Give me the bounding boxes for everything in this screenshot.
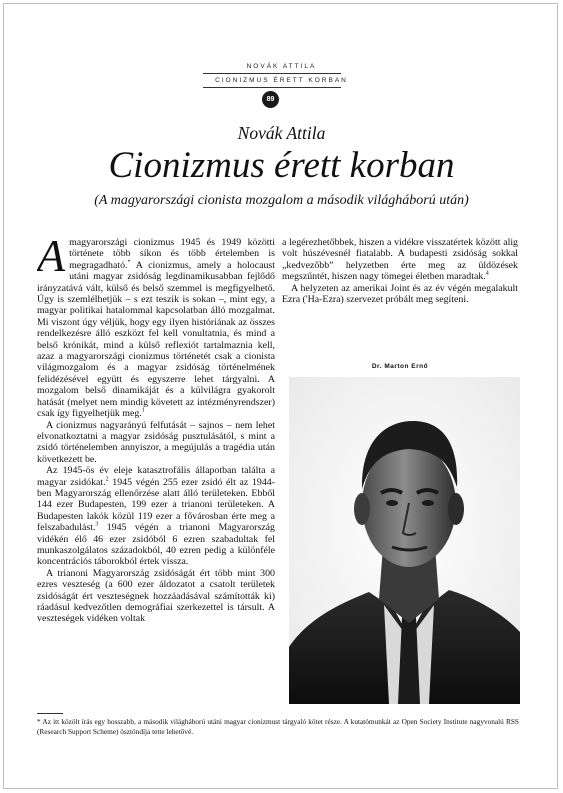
paragraph-text: magyarországi cionizmus 1945 és 1949 közötti története több síkon és több értelemben is megragadható.: [69, 237, 275, 271]
footnote: * Az itt közölt írás egy hosszabb, a második világháború utáni magyar cionizmust tárgyaló kötet része. A kutatómunkát az Open Society Institute nagyvonalú RSS (Research Support Scheme) ösztöndíja tette lehetővé.: [37, 717, 519, 736]
article-subtitle: (A magyarországi cionista mozgalom a második világháború után): [94, 193, 469, 208]
paragraph-text: Az 1945-ös év eleje katasztrofális állapotban találta a magyar zsidókat.: [37, 465, 275, 488]
paragraph-text: A trianoni Magyarország zsidóságát ért több mint 300 ezres veszteség (a 600 ezer áldozatot a csatolt területek zsidóságát ért veszteségnek hozzáadásával számították ki) ráadásul kedvezőtlen demográfiai szerkezettel is társult. A veszteségek vidéken voltak: [37, 567, 275, 625]
paragraph: [282, 283, 518, 306]
paragraph: [282, 237, 518, 283]
paragraph-text: A cionizmus nagyarányú felfutását – sajnos – nem lehet elvonatkoztatni a magyar zsidóság pusztulásától, s mint a zsidó történelemben annyiszor, a megújulás a tragédia után következett be.: [37, 419, 275, 465]
paragraph: [37, 465, 275, 568]
paragraph-text: A helyzeten az amerikai Joint és az év végén megalakult Ezra ('Ha-Ezra) szervezet próbált meg segíteni.: [282, 282, 518, 306]
footnote-marker: 3: [95, 521, 99, 528]
drop-cap: A: [37, 237, 66, 281]
running-head-title: CIONIZMUS ÉRETT KORBAN: [215, 77, 348, 84]
portrait-illustration: [289, 377, 520, 704]
page-number-badge: 89: [262, 91, 279, 108]
paragraph-text: 1945 végén 255 ezer zsidó élt az 1944-ben Magyarország ellenőrzése alatt álló területeken. Ebből 144 ezer Budapesten, 199 ezer a trianoni területeken. A Budapesten lakók közül 119 ezer a fővárosban érte meg a felszabadulást.: [37, 476, 275, 534]
running-head-rule-bottom: [203, 87, 341, 88]
footnote-marker: 2: [105, 476, 109, 483]
paragraph-text: 1945 végén a trianoni Magyarország vidékén élő 46 ezer zsidóból 6 ezren szabadultak fel munkaszolgálatos századokból, 40 ezren pedig a különféle koncentrációs táborokból értek vissza.: [37, 522, 275, 568]
paragraph: [37, 237, 275, 420]
footnote-marker: *: [127, 259, 131, 266]
running-head-author: NOVÁK ATTILA: [246, 63, 317, 70]
footnote-marker: 1: [141, 407, 145, 414]
body-column-right: [282, 237, 518, 357]
portrait-photo: [289, 377, 520, 704]
footnote-rule: [37, 713, 63, 714]
paragraph-text: A cionizmus, amely a holocaust utáni magyar zsidóság legdinamikusabban fejlődő irányzatává vált, külső és belső szemmel is megfigyelhető. Úgy is szemlélhetjük – s ezt teszik is sokan –, mint egy, a magyar politikai hatalommal kapcsolatban álló mozgalmat. Mi viszont úgy véljük, hogy egy ilyen históriának az összes rendelkezésre álló eszközt fel kell vonultatnia, és mind a belső krónikát, mind a külső reflexiót tartalmaznia kell, azaz a magyarországi cionizmus történetét csak a cionista világmozgalom és a magyar zsidóság történelmének felidézésével együtt és egyszerre lehet tárgyalni. A mozgalom belső dinamikáját és a külvilágra gyakorolt hatását (melyet nem mindig követett az intézményrendszer) csak így figyelhetjük meg.: [37, 259, 275, 420]
article-title: Cionizmus érett korban: [108, 145, 455, 186]
running-head-rule: [203, 73, 341, 74]
paragraph: [37, 420, 275, 466]
article-author: Novák Attila: [237, 123, 326, 143]
paragraph-text: a legérezhetőbbek, hiszen a vidékre visszatértek között alig volt húszévesnél fiatalabb. A budapesti zsidóság sokkal „kedvezőbb” helyzetben érte meg az üldözések megszűntét, hiszen nagy tömegei életben maradtak.: [282, 237, 518, 283]
photo-caption: Dr. Marton Ernő: [371, 363, 429, 370]
paragraph: [37, 568, 275, 625]
footnote-marker: 4: [485, 270, 489, 277]
body-column-left: [37, 237, 275, 703]
